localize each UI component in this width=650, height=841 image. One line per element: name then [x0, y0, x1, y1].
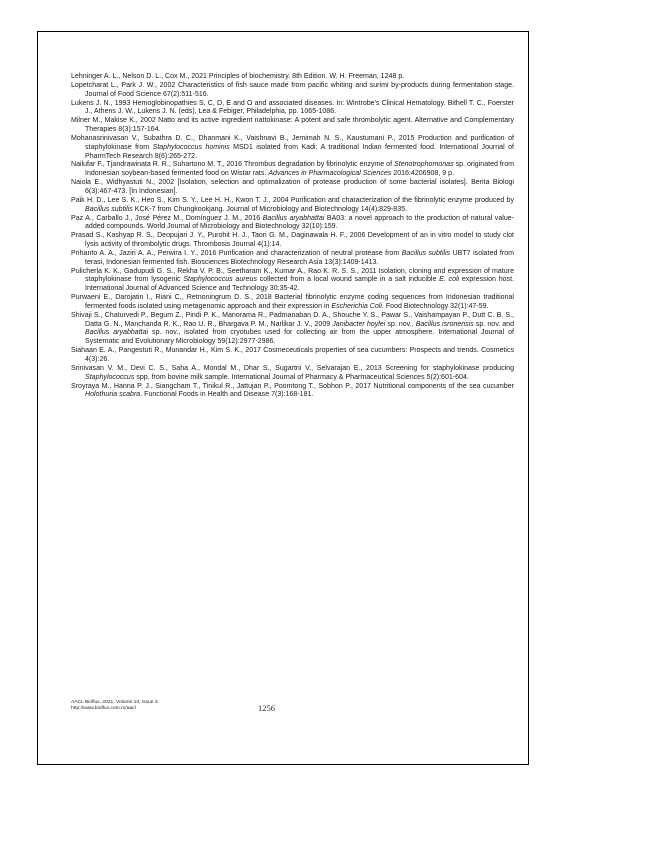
reference-list	[71, 73, 514, 400]
reference-text: Purwaeni E., Darojatin I., Riani C., Retnoningrum D. S., 2018 Bacterial fibrinolytic enzyme coding sequences from Indonesian traditional fermented foods isolated using metagenomic approach and their expression in	[71, 294, 514, 310]
reference-text: Mohanasrinivasan V., Subathra D. C., Dhanmani K., Vaishnavi B., Jemimah N. S., Kaustumani P., 2015 Production and purification of staphylokinase from	[71, 134, 514, 151]
reference-text: Nailufar F., Tjandrawinata R. R., Suhartono M. T., 2016 Thrombus degradation by fibrinolytic enzyme of	[71, 161, 395, 169]
reference-entry	[71, 215, 514, 233]
reference-text: Srinivasan V. M., Devi C. S., Saha A., Mondal M., Dhar S., Sugartni V., Selvarajan E., 2013 Screening for staphylokinase producing	[71, 364, 514, 372]
reference-text: Sroyraya M., Hanna P. J., Siangcham T., Tinikul R., Jattujan P., Poomtong T., Sobhon P., 2017 Nutritional components of the sea cucumber	[71, 382, 514, 390]
reference-entry	[71, 268, 514, 295]
reference-text: Paik H. D., Lee S. K., Heo S., Kim S. Y., Lee H. H., Kwon T. J., 2004 Purification and characterization of the fibrinolytic enzyme produced by	[71, 196, 514, 204]
reference-text: Pulicherla K. K., Gadupudi G. S., Rekha V. P. B., Seetharam K., Kumar A., Rao K. R. S. S., 2011 Isolation, cloning and expression of mature staphylokinase from lysogenic	[71, 267, 514, 284]
reference-entry	[71, 365, 514, 383]
reference-text: Milner M., Makise K., 2002 Natto and its active ingredient nattokinase: A potent and safe thrombolytic agent. Alternative and Complementary Therapies 8(3):157-164.	[71, 117, 514, 134]
reference-text: spp. from bovine milk sample. International Journal of Pharmacy & Pharmaceutical Sciences 5(2):601-604.	[134, 373, 469, 381]
reference-italic-text: Escherichia Coli	[331, 302, 382, 310]
reference-italic-text: Staphylococcus aureus	[183, 276, 257, 284]
reference-entry	[71, 161, 514, 179]
reference-entry	[71, 135, 514, 162]
reference-entry	[71, 197, 514, 215]
reference-entry	[71, 250, 514, 268]
reference-entry	[71, 232, 514, 250]
reference-text: . Food Biotechnology 32(1):47-59.	[381, 302, 489, 310]
reference-text: Paz A., Carballo J., José Pérez M., Domínguez J. M., 2016	[71, 214, 263, 222]
reference-text: expression host. International Journal of Advanced Science and Technology 30:35-42.	[85, 276, 514, 293]
reference-text: MSD1 isolated from Kadi: A traditional Indian fermented food. International Journal of PharmTech Research 8(6):265-272.	[85, 143, 514, 160]
reference-text: Lehninger A. L., Nelson D. L., Cox M., 2021 Principles of biochemistry. 8th Edition. W. H. Freeman, 1248 p.	[71, 73, 405, 80]
reference-italic-text: Janibacter hoylei	[332, 320, 386, 328]
reference-text: Naiola E., Widhyastuti N., 2002 [Isolation, selection and optimalization of protease production of some bacterial isolates]. Berita Biologi 6(3):467-473. [In Indonesian].	[71, 179, 514, 195]
reference-italic-text: Stenotrophomonas	[394, 161, 454, 169]
reference-text: BA03: a novel approach to the production of natural value-added compounds. World Journal of Microbiology and Biotechnology 32(10):159.	[85, 214, 515, 231]
reference-italic-text: Staphylococcus	[85, 373, 135, 381]
reference-entry	[71, 179, 514, 197]
reference-italic-text: Staphylococcus hominis	[152, 143, 230, 151]
reference-entry	[71, 347, 514, 365]
reference-text: collected from a local wound sample in a salt inducible	[256, 276, 440, 284]
reference-text: Lopetcharat L., Park J. W., 2002 Characteristics of fish sauce made from pacific whiting and surimi by-products during fermentation stage. Journal of Food Science 67(2):511-516.	[71, 81, 514, 98]
reference-italic-text: E. coli	[439, 276, 460, 284]
reference-text: UBT7 isolated from terasi, Indonesian fermented fish. Biosciences Biotechnology Research Asia 13(3):1409-1413.	[85, 249, 515, 266]
reference-entry	[71, 117, 514, 135]
reference-italic-text: Advances in Pharmacological Sciences	[268, 170, 392, 178]
reference-text: Prasad S., Kashyap R. S., Deopujari J. Y., Purohit H. J., Taori G. M., Daginawala H. F., 2006 Development of an in vitro model to study clot lysis activity of thrombolytic drugs. Thrombosis Journal 4(1):14.	[71, 232, 514, 249]
reference-italic-text: Bacillus aryabhattai	[85, 329, 149, 337]
reference-entry	[71, 100, 514, 118]
reference-entry	[71, 82, 514, 100]
reference-text: KCK-7 from Chungkookjang. Journal of Microbiology and Biotechnology 14(4):829-835.	[132, 205, 407, 213]
page-number: 1256	[258, 703, 275, 713]
journal-citation: AACL Bioflux, 2021, Volume 13, Issue 3.	[71, 700, 159, 705]
reference-entry	[71, 73, 514, 82]
reference-text: sp. nov. and	[473, 320, 514, 328]
journal-footer	[71, 700, 159, 712]
reference-entry	[71, 312, 514, 347]
reference-italic-text: Bacillus subtilis	[85, 205, 133, 213]
reference-text: . Functional Foods in Health and Disease 7(3):168-181.	[140, 391, 314, 399]
reference-text: Siahaan E. A., Pangestuti R., Munandar H., Kim S. K., 2017 Cosmeceuticals properties of sea cucumbers: Prospects and trends. Cosmetics 4(3):26.	[71, 347, 514, 363]
reference-text: sp. nov., isolated from cryotubes used for collecting air from the upper atmosphere. International Journal of Systematic and Evolutionary Microbiology 59(12):2977-2986.	[85, 329, 514, 346]
reference-text: Shivaji S., Chaturvedi P., Begum Z., Pindi P. K., Manorama R., Padmanaban D. A., Shouche Y. S., Pawar S., Vaishampayan P., Dutt C. B. S., Datta G. N., Manchanda R. K., Rao U. R., Bhargava P. M., Narlikar J. V., 2009	[71, 311, 514, 328]
reference-text: sp. originated from Indonesian soybean-based fermented food on Wistar rats.	[85, 161, 514, 178]
reference-text: Lukens J. N., 1993 Hemoglobinopathies S, C, D, E and O and associated diseases. In: Wintrobe's Clinical Hematology. Bithell T. C., Foerster J., Athens J. W., Lukens J. N. (eds), Lea & Febiger, Philadelphia, pp. 1065-1086.	[71, 99, 514, 116]
reference-italic-text: Holothuria scabra	[85, 391, 141, 399]
reference-text: 2016:4206908, 9 p.	[391, 170, 455, 178]
reference-italic-text: Bacillus subtilis	[401, 249, 451, 257]
reference-text: sp. nov.,	[385, 320, 416, 328]
reference-text: Prihanto A. A., Jaziri A. A., Perwira I. Y., 2016 Purification and characterization of neutral protease from	[71, 249, 402, 257]
reference-entry	[71, 383, 514, 401]
reference-italic-text: Bacillus aryabhattai	[262, 214, 325, 222]
reference-entry	[71, 294, 514, 312]
journal-url: http://www.bioflux.com.ro/aacl	[71, 706, 136, 711]
reference-italic-text: Bacillus isronensis	[415, 320, 474, 328]
